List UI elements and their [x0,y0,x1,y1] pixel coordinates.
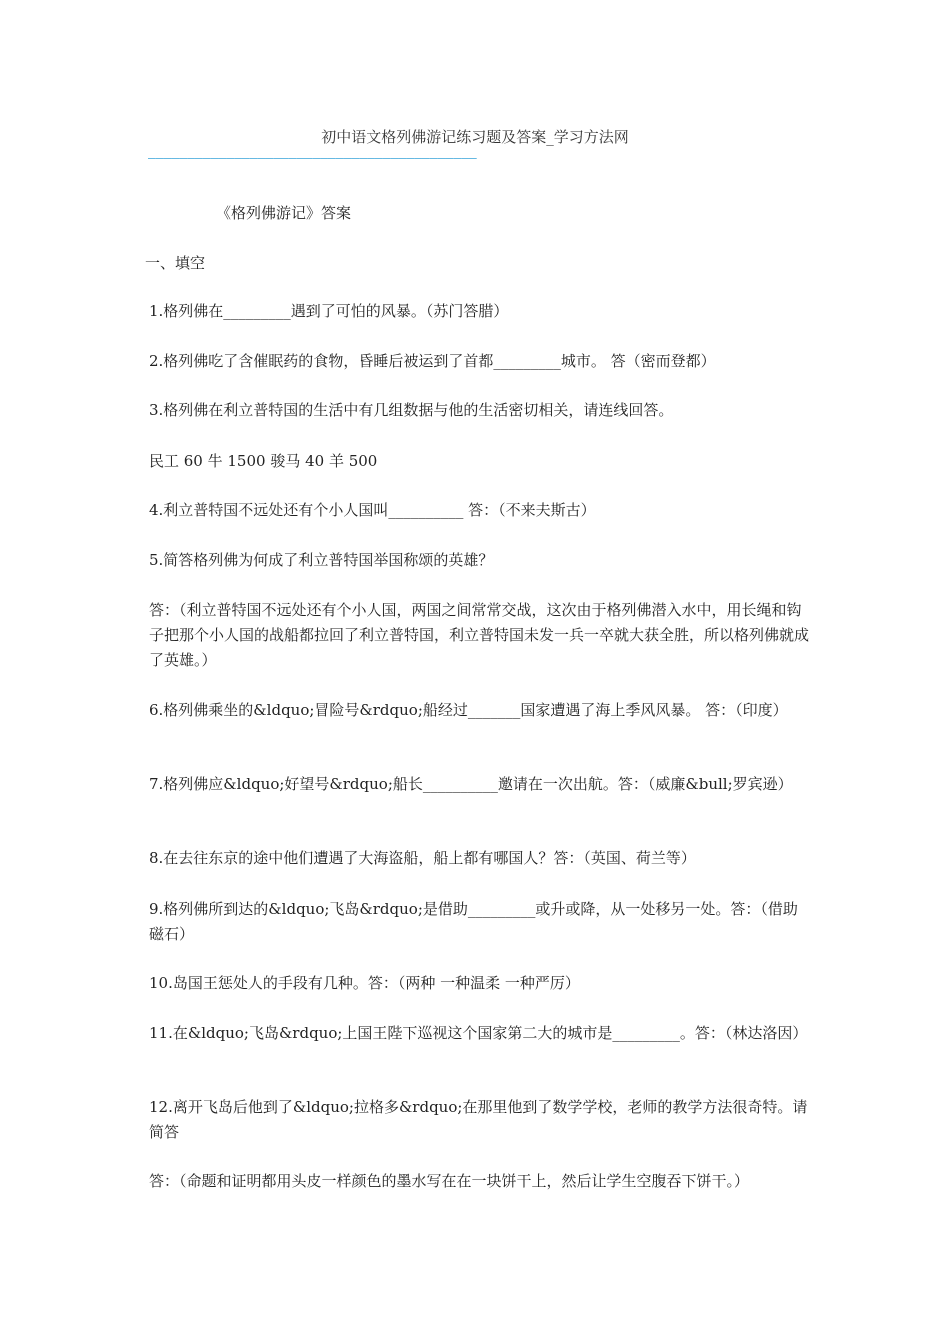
question-1: 1.格列佛在_________遇到了可怕的风暴。（苏门答腊） [149,302,509,320]
document-title: 初中语文格列佛游记练习题及答案_学习方法网 [321,128,629,146]
question-10: 10.岛国王惩处人的手段有几种。答：（两种 一种温柔 一种严厉） [149,974,580,992]
section-heading-fill-blank: 一、填空 [145,254,206,272]
question-12-answer: 答：（命题和证明都用头皮一样颜色的墨水写在在一块饼干上，然后让学生空腹吞下饼干。） [149,1172,750,1190]
question-7: 7.格列佛应&ldquo;好望号&rdquo;船长__________邀请在一次出航。答：（威廉&bull;罗宾逊） [149,775,793,793]
title-divider: —————————————————————————————————————————— [148,151,477,166]
question-3-data: 民工 60 牛 1500 骏马 40 羊 500 [149,452,378,470]
question-4: 4.利立普特国不远处还有个小人国叫__________ 答：（不来夫斯古） [149,501,596,519]
question-5-answer: 答：（利立普特国不远处还有个小人国，两国之间常常交战，这次由于格列佛潜入水中，用长绳和钩子把那个小人国的战船都拉回了利立普特国，利立普特国未发一兵一卒就大获全胜，所以格列佛就成了英雄。） [149,601,810,669]
question-11: 11.在&ldquo;飞岛&rdquo;上国王陛下巡视这个国家第二大的城市是_________。答：（林达洛因） [149,1024,808,1042]
question-12: 12.离开飞岛后他到了&ldquo;拉格多&rdquo;在那里他到了数学学校，老师的教学方法很奇特。请简答 [149,1098,808,1141]
question-3: 3.格列佛在利立普特国的生活中有几组数据与他的生活密切相关，请连线回答。 [149,401,674,419]
question-8: 8.在去往东京的途中他们遭遇了大海盗船，船上都有哪国人？答：（英国、荷兰等） [149,849,696,867]
question-6: 6.格列佛乘坐的&ldquo;冒险号&rdquo;船经过_______国家遭遇了海上季风风暴。 答：（印度） [149,701,788,719]
question-2: 2.格列佛吃了含催眠药的食物，昏睡后被运到了首都_________城市。 答（密而登都） [149,352,716,370]
answer-subtitle: 《格列佛游记》答案 [216,204,352,222]
question-5: 5.简答格列佛为何成了利立普特国举国称颂的英雄？ [149,551,494,569]
question-9: 9.格列佛所到达的&ldquo;飞岛&rdquo;是借助_________或升或降，从一处移另一处。答：（借助磁石） [149,900,798,943]
